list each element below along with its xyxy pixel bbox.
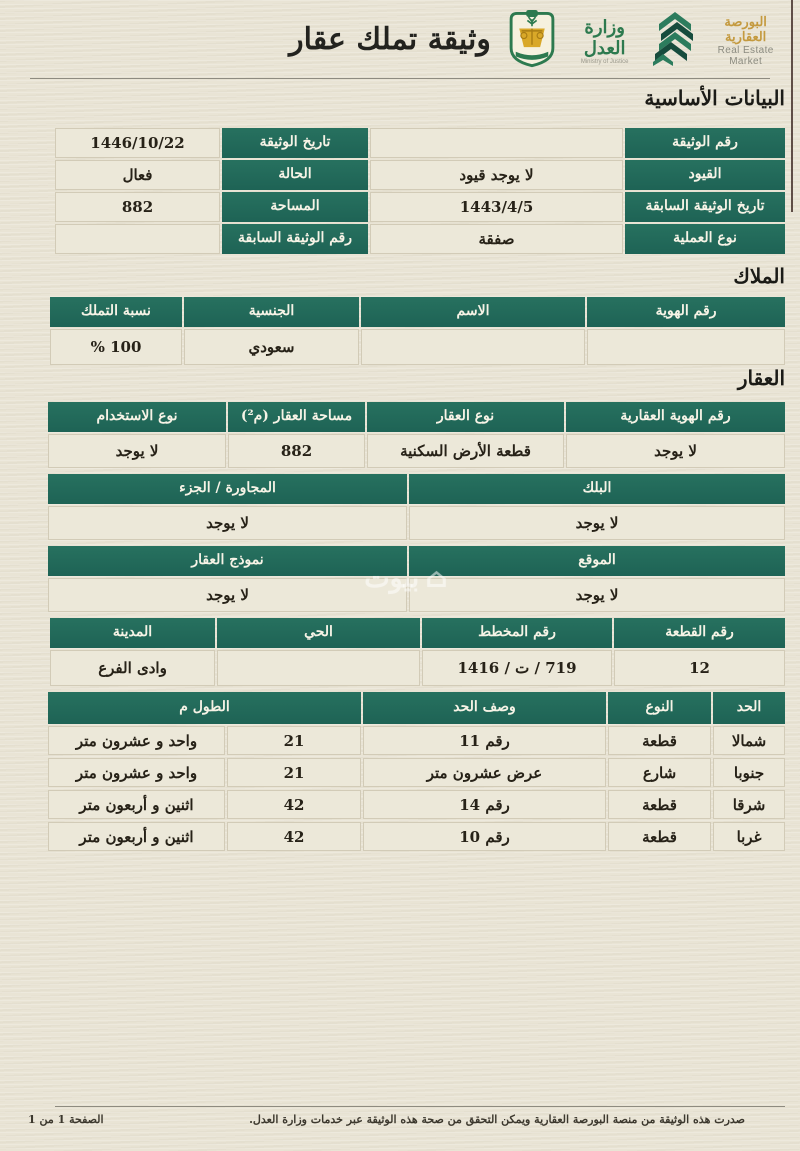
owners-header-row: [50, 297, 785, 327]
border-length-number: 21: [227, 726, 361, 755]
property-header-model: نموذج العقار: [48, 546, 407, 576]
property-value-area: 882: [228, 434, 365, 468]
moj-arabic-label: وزارة العدل: [583, 17, 626, 59]
border-side: غربا: [713, 822, 785, 851]
basic-value-prev-doc-number: [55, 224, 220, 254]
bourse-chevron-logo-icon: [651, 12, 697, 70]
basic-value-restrictions: لا يوجد قيود: [370, 160, 623, 190]
property-value-plot-number: 12: [614, 650, 785, 686]
property-header-row-1: [48, 402, 785, 432]
border-side: شرقا: [713, 790, 785, 819]
border-length-number: 42: [227, 790, 361, 819]
border-length-text: واحد و عشرون متر: [48, 758, 225, 787]
section-title-property: العقار: [737, 366, 785, 390]
property-value-realestate-id: لا يوجد: [566, 434, 785, 468]
property-value-type: قطعة الأرض السكنية: [367, 434, 564, 468]
borders-header-row: [48, 692, 785, 724]
property-value-block: لا يوجد: [409, 506, 785, 540]
basic-label-prev-doc-date: تاريخ الوثيقة السابقة: [625, 192, 785, 222]
borders-row-east: [48, 790, 785, 819]
basic-value-area: 882: [55, 192, 220, 222]
property-header-realestate-id: رقم الهوية العقارية: [566, 402, 785, 432]
basic-row-3: [55, 192, 785, 222]
border-length-text: اثنين و أربعون متر: [48, 822, 225, 851]
footer-page-number: الصفحة 1 من 1: [28, 1113, 104, 1126]
bourse-arabic-label: البورصة العقارية: [724, 15, 767, 45]
property-value-plan-number: 719 / ت / 1416: [422, 650, 612, 686]
borders-header-type: النوع: [608, 692, 711, 724]
owners-value-ownership-pct: % 100: [50, 329, 182, 365]
watermark-text: بيوت: [364, 562, 420, 594]
basic-label-restrictions: القيود: [625, 160, 785, 190]
property-header-city: المدينة: [50, 618, 215, 648]
border-length-number: 42: [227, 822, 361, 851]
property-value-neighborhood-part: لا يوجد: [48, 506, 407, 540]
border-type: قطعة: [608, 726, 711, 755]
owners-header-ownership-pct: نسبة التملك: [50, 297, 182, 327]
property-header-plot-number: رقم القطعة: [614, 618, 785, 648]
basic-value-prev-doc-date: 1443/4/5: [370, 192, 623, 222]
owners-value-id: [587, 329, 785, 365]
section-title-basic: البيانات الأساسية: [644, 86, 785, 110]
property-value-model: لا يوجد: [48, 578, 407, 612]
house-icon: ⌂: [425, 562, 448, 594]
footer-note: صدرت هذه الوثيقة من منصة البورصة العقارية ويمكن التحقق من صحة هذه الوثيقة عبر خدمات وزارة العدل.: [249, 1113, 745, 1126]
property-value-usage: لا يوجد: [48, 434, 226, 468]
footer-divider: [55, 1106, 785, 1107]
border-length-text: واحد و عشرون متر: [48, 726, 225, 755]
basic-label-area: المساحة: [222, 192, 368, 222]
property-header-area: مساحة العقار (م²): [228, 402, 365, 432]
border-description: رقم 11: [363, 726, 606, 755]
border-description: رقم 14: [363, 790, 606, 819]
owners-value-name: [361, 329, 585, 365]
header-divider: [30, 78, 770, 79]
borders-header-length: الطول م: [48, 692, 361, 724]
property-value-city: وادى الفرع: [50, 650, 215, 686]
moj-calligraphy: [566, 17, 643, 65]
property-value-row-2: [48, 506, 785, 540]
basic-value-doc-date: 1446/10/22: [55, 128, 220, 158]
property-header-usage: نوع الاستخدام: [48, 402, 226, 432]
border-type: قطعة: [608, 790, 711, 819]
basic-label-doc-date: تاريخ الوثيقة: [222, 128, 368, 158]
property-header-neighborhood-part: المجاورة / الجزء: [48, 474, 407, 504]
property-value-district: [217, 650, 420, 686]
property-header-row-2: [48, 474, 785, 504]
property-header-location: الموقع: [409, 546, 785, 576]
header-logos: [506, 10, 786, 72]
property-value-row-4: [50, 650, 785, 686]
basic-value-operation-type: صفقة: [370, 224, 623, 254]
property-header-row-4: [50, 618, 785, 648]
property-header-plan-number: رقم المخطط: [422, 618, 612, 648]
property-header-type: نوع العقار: [367, 402, 564, 432]
property-value-location: لا يوجد: [409, 578, 785, 612]
property-value-row-1: [48, 434, 785, 468]
bourse-english-label: Real Estate Market: [717, 45, 774, 67]
owners-header-id: رقم الهوية: [587, 297, 785, 327]
bayut-watermark: [336, 556, 476, 600]
basic-value-status: فعال: [55, 160, 220, 190]
basic-label-status: الحالة: [222, 160, 368, 190]
border-side: شمالا: [713, 726, 785, 755]
basic-value-doc-number: [370, 128, 623, 158]
borders-row-west: [48, 822, 785, 851]
section-title-owners: الملاك: [733, 264, 785, 288]
border-description: رقم 10: [363, 822, 606, 851]
bourse-logo-text: [705, 15, 786, 67]
border-type: قطعة: [608, 822, 711, 851]
scan-artifact: [791, 0, 793, 212]
border-side: جنوبا: [713, 758, 785, 787]
basic-row-1: [55, 128, 785, 158]
borders-row-north: [48, 726, 785, 755]
basic-row-2: [55, 160, 785, 190]
property-header-block: البلك: [409, 474, 785, 504]
border-length-number: 21: [227, 758, 361, 787]
basic-label-prev-doc-number: رقم الوثيقة السابقة: [222, 224, 368, 254]
owners-data-row: [50, 329, 785, 365]
moj-emblem-icon: [506, 10, 558, 72]
border-type: شارع: [608, 758, 711, 787]
owners-header-name: الاسم: [361, 297, 585, 327]
basic-row-4: [55, 224, 785, 254]
owners-header-nationality: الجنسية: [184, 297, 359, 327]
border-description: عرض عشرون متر: [363, 758, 606, 787]
basic-label-operation-type: نوع العملية: [625, 224, 785, 254]
document-title: وثيقة تملك عقار: [289, 22, 491, 57]
owners-value-nationality: سعودي: [184, 329, 359, 365]
basic-label-doc-number: رقم الوثيقة: [625, 128, 785, 158]
border-length-text: اثنين و أربعون متر: [48, 790, 225, 819]
borders-header-side: الحد: [713, 692, 785, 724]
property-header-district: الحي: [217, 618, 420, 648]
borders-header-description: وصف الحد: [363, 692, 606, 724]
borders-row-south: [48, 758, 785, 787]
moj-english-label: Ministry of Justice: [580, 59, 629, 65]
